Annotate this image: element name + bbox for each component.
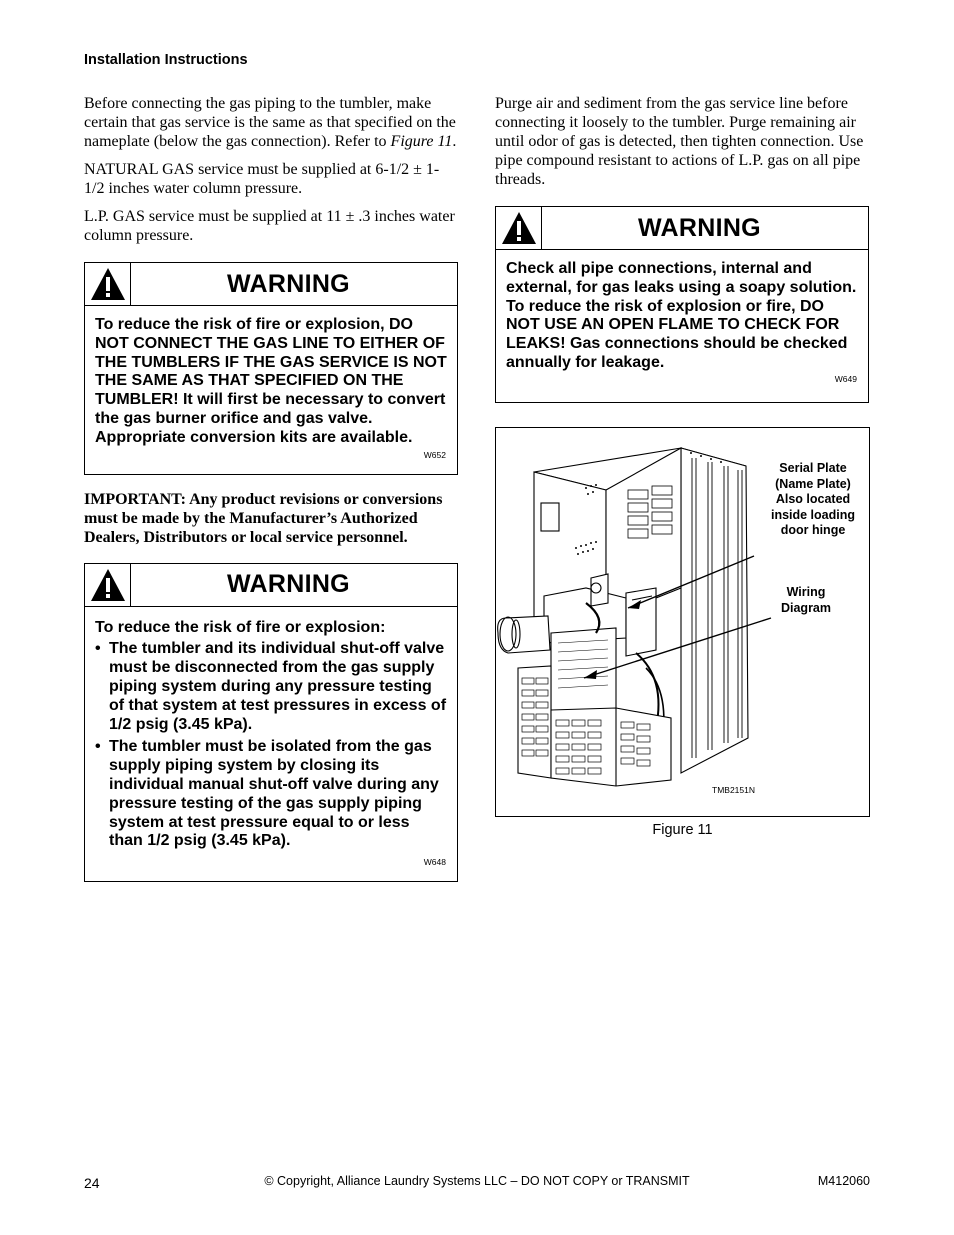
warning-title: WARNING	[227, 269, 350, 298]
warning-header	[85, 564, 457, 607]
section-header: Installation Instructions	[84, 52, 248, 68]
figure-11-frame	[495, 427, 870, 817]
figure-caption: Figure 11	[652, 822, 713, 838]
warning-box-w652	[84, 262, 458, 475]
left-column	[84, 94, 458, 882]
warning-box-w649	[495, 206, 869, 403]
serial-plate-label: Serial Plate (Name Plate) Also located inside loading door hinge	[770, 461, 856, 537]
warning-header	[496, 207, 868, 250]
warning-body	[85, 607, 457, 882]
copyright-notice: © Copyright, Alliance Laundry Systems LLC – DO NOT COPY or TRANSMIT	[264, 1174, 690, 1188]
warning-triangle-icon	[85, 263, 131, 305]
warning-text: Check all pipe connections, internal and external, for gas leaks using a soapy solution. To reduce the risk of explosion or fire, DO NOT USE AN OPEN FLAME TO CHECK FOR LEAKS! Gas connections should be checked annually for leakage.	[506, 260, 857, 371]
lp-gas-paragraph: L.P. GAS service must be supplied at 11 ± .3 inches water column pressure.	[84, 208, 455, 244]
warning-triangle-icon	[496, 207, 542, 249]
warning-code: W652	[423, 449, 446, 460]
natural-gas-paragraph: NATURAL GAS service must be supplied at 6-1/2 ± 1-1/2 inches water column pressure.	[84, 161, 440, 197]
warning-code: W649	[834, 374, 857, 384]
warning-text: To reduce the risk of fire or explosion, DO NOT CONNECT THE GAS LINE TO EITHER OF THE TUMBLERS IF THE GAS SERVICE IS NOT THE SAME AS THAT SPECIFIED ON THE TUMBLER! It will first be necessary to convert the gas burner orifice and gas valve. Appropriate conversion kits are available.	[95, 316, 447, 446]
figure-code: TMB2151N	[712, 785, 755, 795]
list-item: • The tumbler must be isolated from the gas supply piping system by closing its individual manual shut-off valve during any pressure testing of the gas supply piping system at test pressure equal to or less than 1/2 psig (3.45 kPa).	[95, 738, 439, 850]
warning-code: W648	[423, 857, 446, 868]
warning-title: WARNING	[638, 213, 761, 242]
warning-bullet-list	[95, 640, 447, 851]
page-number: 24	[84, 1175, 100, 1191]
wiring-diagram-label: Wiring Diagram	[780, 585, 832, 615]
warning-triangle-icon	[85, 564, 131, 606]
warning-title: WARNING	[227, 570, 350, 599]
warning-box-w648	[84, 563, 458, 883]
intro-paragraph: Before connecting the gas piping to the tumbler, make certain that gas service is the same as that specified on the nameplate (below the gas connection). Refer to Figure 11.	[84, 95, 457, 150]
right-column	[495, 94, 870, 838]
warning-intro: To reduce the risk of fire or explosion:	[95, 618, 386, 636]
document-number: M412060	[817, 1174, 870, 1188]
bullet-icon: •	[95, 738, 101, 756]
bullet-icon: •	[95, 640, 101, 658]
list-item: • The tumbler and its individual shut-off valve must be disconnected from the gas supply piping system during any pressure testing of that system at test pressures in excess of 1/2 psig (3.45 kPa).	[95, 640, 447, 733]
purge-paragraph: Purge air and sediment from the gas service line before connecting it loosely to the tumbler. Purge remaining air until odor of gas is detected, then tighten connection. Use pipe compound resistant to actions of L.P. gas on all pipe threads.	[495, 95, 864, 188]
figure-reference: Figure 11	[390, 133, 453, 150]
warning-header	[85, 263, 457, 306]
important-paragraph: IMPORTANT: Any product revisions or conversions must be made by the Manufacturer’s Authorized Dealers, Distributors or local service personnel.	[84, 490, 443, 546]
